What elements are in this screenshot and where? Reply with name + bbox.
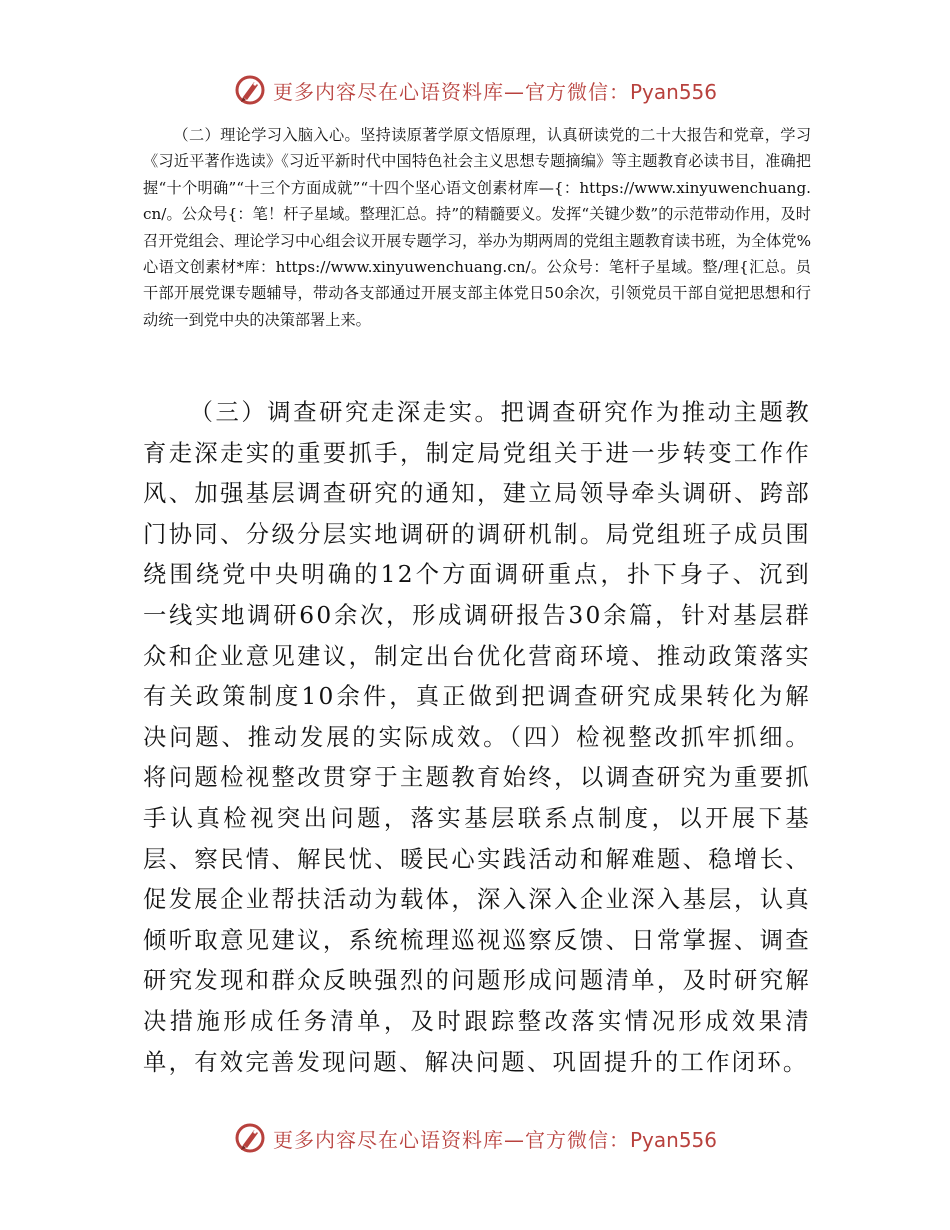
footer-banner-text [273, 1124, 717, 1153]
header-banner-label: 更多内容尽在心语资料库—官方微信： [272, 79, 630, 104]
pen-nib-logo-icon [233, 1121, 267, 1155]
footer-banner [0, 1118, 950, 1158]
header-banner [0, 70, 950, 110]
header-banner-text [273, 76, 717, 105]
paragraph-research-rectification: （三）调查研究走深走实。把调查研究作为推动主题教育走深走实的重要抓手，制定局党组关于进一步转变工作作风、加强基层调查研究的通知，建立局领导牵头调研、跨部门协同、分级分层实地调研的调研机制。局党组班子成员围绕围绕党中央明确的12个方面调研重点，扑下身子、沉到一线实地调研60余次，形成调研报告30余篇，针对基层群众和企业意见建议，制定出台优化营商环境、推动政策落实有关政策制度10余件，真正做到把调查研究成果转化为解决问题、推动发展的实际成效。（四）检视整改抓牢抓细。将问题检视整改贯穿于主题教育始终，以调查研究为重要抓手认真检视突出问题，落实基层联系点制度，以开展下基层、察民情、解民忧、暖民心实践活动和解难题、稳增长、促发展企业帮扶活动为载体，深入深入企业深入基层，认真倾听取意见建议，系统梳理巡视巡察反馈、日常掌握、调查研究发现和群众反映强烈的问题形成问题清单，及时研究解决措施形成任务清单，及时跟踪整改落实情况形成效果清单，有效完善发现问题、解决问题、巩固提升的工作闭环。 [143, 399, 811, 1076]
paragraph-theory-study: （二）理论学习入脑入心。坚持读原著学原文悟原理，认真研读党的二十大报告和党章，学习《习近平著作选读》《习近平新时代中国特色社会主义思想专题摘编》等主题教育必读书目，准确把握“十个明确”“十三个方面成就”“十四个坚心语文创素材库—{：https://www.xinyuwenchuang.cn/。公众号{：笔！杆子星域。整理汇总。持”的精髓要义。发挥“关键少数”的示范带动作用，及时召开党组会、理论学习中心组会议开展专题学习，举办为期两周的党组主题教育读书班，为全体党%心语文创素材*库：https://www.xinyuwenchuang.cn/。公众号：笔杆子星域。整/理{汇总。员干部开展党课专题辅导，带动各支部通过开展支部主体党日50余次，引领党员干部自觉把思想和行动统一到党中央的决策部署上来。 [143, 126, 811, 329]
pen-nib-logo-icon [233, 73, 267, 107]
header-wechat-id: Pyan556 [629, 79, 717, 104]
footer-wechat-id: Pyan556 [629, 1127, 717, 1152]
footer-banner-label: 更多内容尽在心语资料库—官方微信： [272, 1127, 630, 1152]
